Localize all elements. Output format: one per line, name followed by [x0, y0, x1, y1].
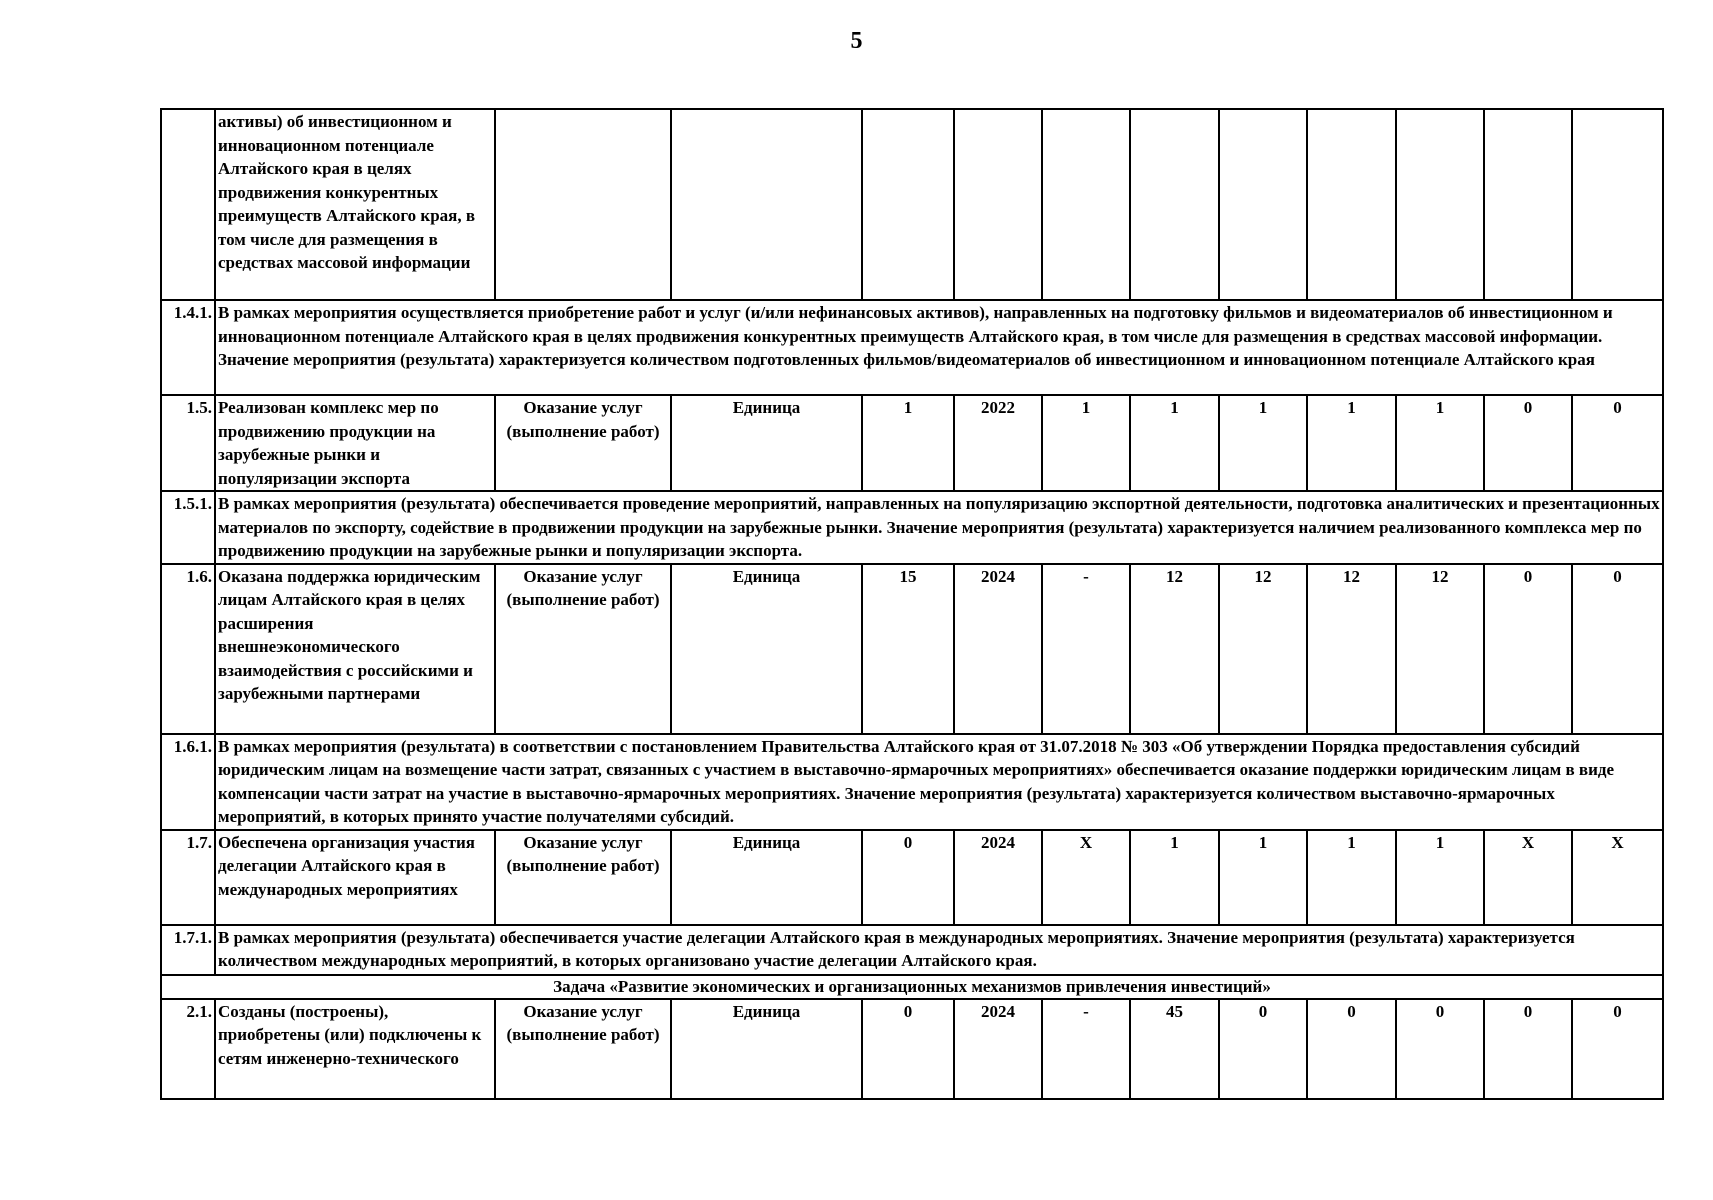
cell-num: 1.6.1.: [161, 734, 215, 830]
cell-num: 1.5.: [161, 395, 215, 491]
table-row-item: [161, 830, 1663, 925]
cell-value: [1042, 109, 1130, 300]
cell-value: 1: [1130, 830, 1219, 925]
cell-value: 0: [1219, 999, 1307, 1099]
cell-num: 1.6.: [161, 564, 215, 734]
cell-value: 15: [862, 564, 954, 734]
cell-unit: Единица: [671, 830, 862, 925]
cell-value: 1: [1130, 395, 1219, 491]
cell-value: 1: [1219, 830, 1307, 925]
cell-value: [1572, 109, 1663, 300]
table-row-description: [161, 734, 1663, 830]
cell-value: -: [1042, 999, 1130, 1099]
cell-name: Созданы (построены), приобретены (или) подключены к сетям инженерно-технического: [215, 999, 495, 1099]
table-row-item: [161, 395, 1663, 491]
cell-name: активы) об инвестиционном и инновационном потенциале Алтайского края в целях продвижения конкурентных преимуществ Алтайского края, в том числе для размещения в средствах массовой информации: [215, 109, 495, 300]
cell-num: 1.7.: [161, 830, 215, 925]
cell-value: 0: [1484, 395, 1572, 491]
cell-value: 1: [1307, 830, 1396, 925]
cell-value: [954, 109, 1042, 300]
table-row-continuation: [161, 109, 1663, 300]
cell-value: 0: [1572, 564, 1663, 734]
cell-unit: Единица: [671, 395, 862, 491]
cell-type: [495, 109, 671, 300]
cell-description: В рамках мероприятия (результата) в соответствии с постановлением Правительства Алтайского края от 31.07.2018 № 303 «Об утверждении Порядка предоставления субсидий юридическим лицам на возмещение части затрат, связанных с участием в выставочно-ярмарочных мероприятиях» обеспечивается оказание поддержки юридическим лицам в виде компенсации части затрат на участие в выставочно-ярмарочных мероприятиях. Значение мероприятия (результата) характеризуется количеством выставочно-ярмарочных мероприятий, в которых принято участие получателями субсидий.: [215, 734, 1663, 830]
cell-value: 1: [1042, 395, 1130, 491]
cell-value: [1396, 109, 1484, 300]
cell-value: 0: [1572, 999, 1663, 1099]
cell-value: 0: [1484, 999, 1572, 1099]
cell-value: 2024: [954, 830, 1042, 925]
cell-value: [1484, 109, 1572, 300]
cell-value: 2022: [954, 395, 1042, 491]
cell-description: В рамках мероприятия осуществляется приобретение работ и услуг (и/или нефинансовых активов), направленных на подготовку фильмов и видеоматериалов об инвестиционном и инновационном потенциале Алтайского края в целях продвижения конкурентных преимуществ Алтайского края, в том числе для размещения в средствах массовой информации. Значение мероприятия (результата) характеризуется количеством подготовленных фильмов/видеоматериалов об инвестиционном и инновационном потенциале Алтайского края: [215, 300, 1663, 395]
cell-value: 0: [862, 999, 954, 1099]
cell-name: Оказана поддержка юридическим лицам Алтайского края в целях расширения внешнеэкономического взаимодействия с российскими и зарубежными партнерами: [215, 564, 495, 734]
results-table: [160, 108, 1664, 1100]
cell-num: 1.5.1.: [161, 491, 215, 564]
cell-type: Оказание услуг (выполнение работ): [495, 395, 671, 491]
cell-value: 1: [862, 395, 954, 491]
cell-type: Оказание услуг (выполнение работ): [495, 830, 671, 925]
cell-value: 0: [1572, 395, 1663, 491]
cell-value: [862, 109, 954, 300]
cell-value: 0: [1307, 999, 1396, 1099]
cell-value: 12: [1219, 564, 1307, 734]
cell-value: 1: [1219, 395, 1307, 491]
cell-num: 2.1.: [161, 999, 215, 1099]
cell-value: 2024: [954, 564, 1042, 734]
cell-value: 2024: [954, 999, 1042, 1099]
cell-value: 1: [1307, 395, 1396, 491]
cell-value: Х: [1484, 830, 1572, 925]
cell-value: 1: [1396, 830, 1484, 925]
page-number: 5: [850, 28, 863, 54]
cell-value: 45: [1130, 999, 1219, 1099]
cell-type: Оказание услуг (выполнение работ): [495, 999, 671, 1099]
cell-value: 1: [1396, 395, 1484, 491]
cell-value: [1219, 109, 1307, 300]
cell-value: 12: [1130, 564, 1219, 734]
table-row-description: [161, 491, 1663, 564]
cell-name: Реализован комплекс мер по продвижению продукции на зарубежные рынки и популяризации экспорта: [215, 395, 495, 491]
cell-value: Х: [1042, 830, 1130, 925]
table-row-section: [161, 975, 1663, 999]
cell-value: 0: [1396, 999, 1484, 1099]
cell-unit: [671, 109, 862, 300]
cell-value: -: [1042, 564, 1130, 734]
table-row-description: [161, 925, 1663, 975]
cell-value: 0: [862, 830, 954, 925]
cell-value: [1307, 109, 1396, 300]
table-row-item: [161, 564, 1663, 734]
cell-unit: Единица: [671, 999, 862, 1099]
cell-type: Оказание услуг (выполнение работ): [495, 564, 671, 734]
cell-num: 1.4.1.: [161, 300, 215, 395]
cell-name: Обеспечена организация участия делегации Алтайского края в международных мероприятиях: [215, 830, 495, 925]
cell-value: 0: [1484, 564, 1572, 734]
section-title: Задача «Развитие экономических и организационных механизмов привлечения инвестиций»: [161, 975, 1663, 999]
cell-description: В рамках мероприятия (результата) обеспечивается проведение мероприятий, направленных на популяризацию экспортной деятельности, подготовка аналитических и презентационных материалов по экспорту, содействие в продвижении продукции на зарубежные рынки. Значение мероприятия (результата) характеризуется наличием реализованного комплекса мер по продвижению продукции на зарубежные рынки и популяризации экспорта.: [215, 491, 1663, 564]
cell-value: Х: [1572, 830, 1663, 925]
cell-description: В рамках мероприятия (результата) обеспечивается участие делегации Алтайского края в международных мероприятиях. Значение мероприятия (результата) характеризуется количеством международных мероприятий, в которых организовано участие делегации Алтайского края.: [215, 925, 1663, 975]
table-row-description: [161, 300, 1663, 395]
cell-num: 1.7.1.: [161, 925, 215, 975]
cell-unit: Единица: [671, 564, 862, 734]
cell-value: 12: [1396, 564, 1484, 734]
table-row-item: [161, 999, 1663, 1099]
cell-value: 12: [1307, 564, 1396, 734]
cell-value: [1130, 109, 1219, 300]
cell-num: [161, 109, 215, 300]
